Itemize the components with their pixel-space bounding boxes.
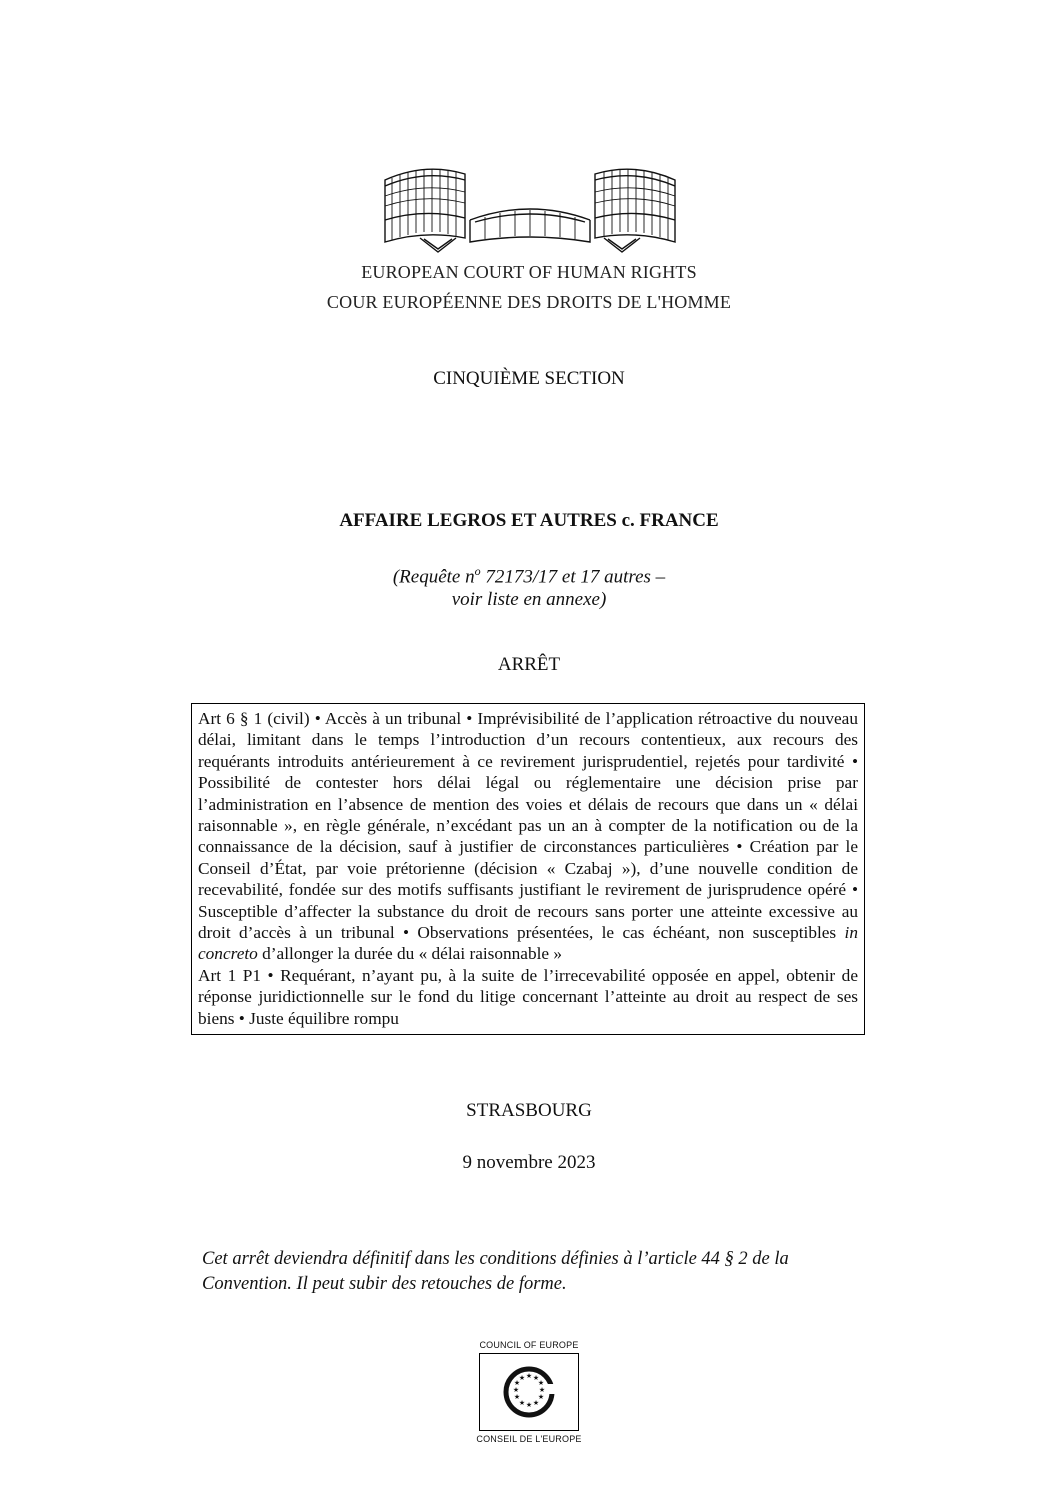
coe-emblem (479, 1353, 579, 1431)
council-of-europe-logo (476, 1340, 582, 1460)
svg-text:★: ★ (532, 1374, 540, 1382)
application-reference (0, 560, 1058, 611)
svg-text:★: ★ (537, 1379, 545, 1387)
application-line-2: voir liste en annexe) (451, 589, 607, 611)
case-title: AFFAIRE LEGROS ET AUTRES c. FRANCE (339, 510, 719, 531)
svg-text:★: ★ (525, 1372, 533, 1380)
svg-text:★: ★ (537, 1393, 545, 1401)
keywords-box (191, 703, 865, 1035)
court-building-logo (380, 160, 680, 260)
coe-label-french: CONSEIL DE L'EUROPE (476, 1434, 582, 1444)
keywords-article-6: Art 6 § 1 (civil) • Accès à un tribunal • Imprévisibilité de l’application rétroactive du nouveau délai, limitant dans le temps l’introduction d’un recours contentieux, aux recours des requérants introduits antérieurement à ce revirement jurisprudentiel, rejetés pour tardivité • Possibilité de contester hors délai légal ou réglementaire une décision prise par l’administration en l’absence de mention des voies et délais de recours que dans un « délai raisonnable », en règle générale, n’excédant pas un an à compter de la notification ou de la connaissance de la décision, sauf à justifier de circonstances particulières • Création par le Conseil d’État, par voie prétorienne (décision « Czabaj »), d’une nouvelle condition de recevabilité, fondée sur des motifs suffisants justifiant le revirement de jurisprudence opéré • Susceptible d’affecter la substance du droit de recours sans porter une atteinte excessive au droit d’accès à un tribunal • Observations présentées, le cas échéant, non susceptibles in concreto d’allonger la durée du « délai raisonnable » (198, 709, 858, 964)
svg-text:★: ★ (538, 1386, 546, 1394)
svg-text:★: ★ (513, 1379, 521, 1387)
section-heading: CINQUIÈME SECTION (433, 368, 625, 389)
court-name-french: COUR EUROPÉENNE DES DROITS DE L'HOMME (326, 292, 732, 312)
finality-notice: Cet arrêt deviendra définitif dans les conditions définies à l’article 44 § 2 de la Convention. Il peut subir des retouches de forme. (202, 1249, 789, 1294)
svg-text:★: ★ (532, 1399, 540, 1407)
application-line-1: (Requête $n^o$ 72173/17 et 17 autres – (392, 564, 666, 588)
svg-text:★: ★ (518, 1399, 526, 1407)
judgment-date: 9 novembre 2023 (462, 1152, 596, 1173)
svg-text:★: ★ (513, 1393, 521, 1401)
svg-text:★: ★ (525, 1401, 533, 1409)
court-name-english: EUROPEAN COURT OF HUMAN RIGHTS (361, 262, 697, 282)
svg-text:★: ★ (518, 1374, 526, 1382)
coe-label-english: COUNCIL OF EUROPE (479, 1340, 579, 1350)
place: STRASBOURG (466, 1100, 592, 1121)
keywords-article-1-p1: Art 1 P1 • Requérant, n’ayant pu, à la suite de l’irrecevabilité opposée en appel, obtenir de réponse juridictionnelle sur le fond du litige concernant l’atteinte au droit au respect de ses biens • Juste équilibre rompu (198, 965, 858, 1028)
judgment-label: ARRÊT (497, 654, 561, 675)
svg-text:★: ★ (512, 1386, 520, 1394)
